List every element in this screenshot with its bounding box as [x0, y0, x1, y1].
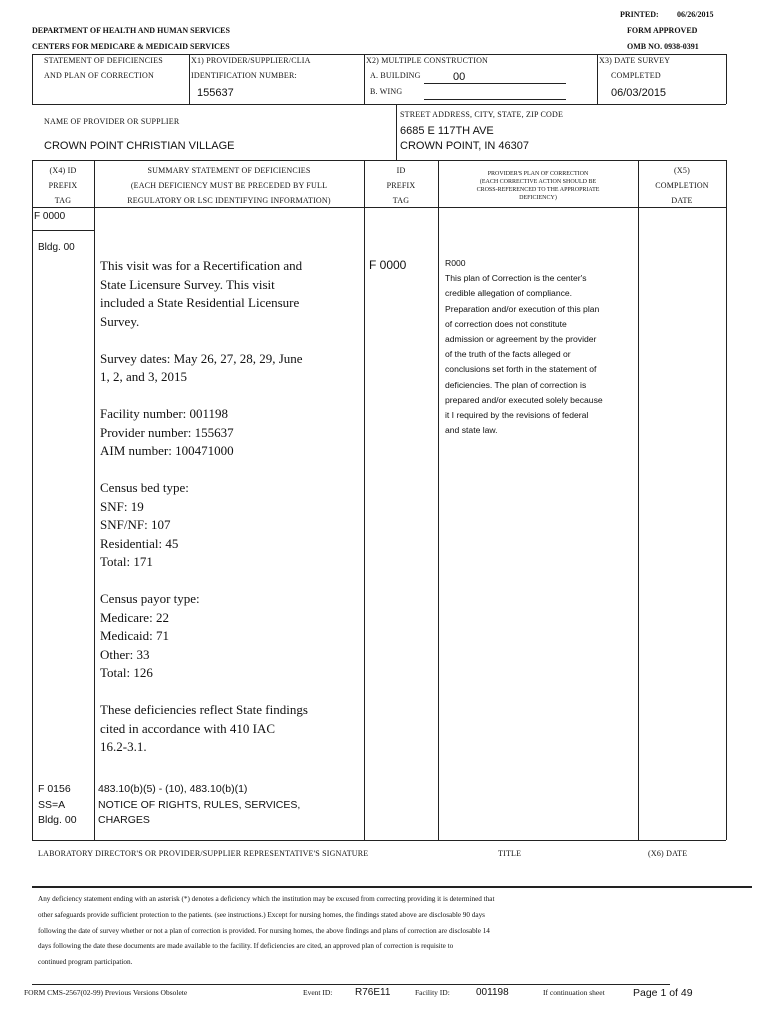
form-approved: FORM APPROVED: [627, 26, 698, 35]
facility-id-value: 001198: [476, 987, 509, 998]
plan-line: credible allegation of compliance.: [445, 288, 573, 299]
summary-line: [100, 387, 362, 406]
statement-label-2: AND PLAN OF CORRECTION: [44, 71, 154, 80]
plan-line: it I required by the revisions of federal: [445, 410, 589, 421]
summary-statement-f0156: [98, 782, 300, 829]
tag-line: SS=A: [38, 798, 66, 811]
summary-line: 483.10(b)(5) - (10), 483.10(b)(1): [98, 783, 248, 795]
plan-header: PROVIDER'S PLAN OF CORRECTION (EACH CORRECTIVE ACTION SHOULD BE CROSS-REFERENCED TO THE APPROPRIATE DEFICIENCY): [476, 171, 600, 201]
department-title: DEPARTMENT OF HEALTH AND HUMAN SERVICES: [32, 26, 230, 35]
id-header: ID PREFIX TAG: [386, 166, 416, 205]
summary-line: 16.2-3.1.: [100, 739, 147, 754]
signature-label: LABORATORY DIRECTOR'S OR PROVIDER/SUPPLIER REPRESENTATIVE'S SIGNATURE: [38, 849, 369, 858]
summary-line: Other: 33: [100, 646, 150, 662]
plan-line: and state law.: [445, 425, 498, 436]
summary-line: [100, 572, 362, 591]
x5-header: (X5) COMPLETION DATE: [655, 166, 709, 205]
plan-line: of the truth of the facts alleged or: [445, 349, 571, 360]
footnote-line: continued program participation.: [38, 958, 133, 967]
id-tag-f0000: F 0000: [369, 258, 407, 272]
address-line-2: CROWN POINT, IN 46307: [400, 140, 529, 152]
bldg-label: Bldg. 00: [38, 242, 75, 253]
title-label: TITLE: [498, 849, 522, 858]
event-id-label: Event ID:: [303, 988, 333, 997]
tag-line: Bldg. 00: [38, 814, 77, 826]
summary-line: [100, 683, 362, 702]
summary-line: AIM number: 100471000: [100, 443, 234, 458]
plan-of-correction-r000: [445, 256, 635, 438]
plan-line: deficiencies. The plan of correction is: [445, 379, 587, 390]
disclosure-footnote: [38, 892, 738, 971]
summary-line: SNF/NF: 107: [100, 517, 171, 532]
tag-f0000: F 0000: [34, 211, 66, 222]
summary-line: This visit was for a Recertification and: [100, 258, 303, 273]
summary-line: CHARGES: [98, 814, 150, 826]
summary-line: cited in accordance with 410 IAC: [100, 720, 276, 736]
summary-line: Total: 126: [100, 665, 153, 680]
printed-date: 06/26/2015: [677, 10, 714, 19]
tag-line: F 0156: [38, 783, 71, 795]
continuation-label: If continuation sheet: [543, 988, 605, 997]
summary-line: included a State Residential Licensure: [100, 295, 300, 310]
summary-line: Total: 171: [100, 554, 153, 569]
summary-line: Residential: 45: [100, 535, 179, 551]
summary-line: SNF: 19: [100, 498, 144, 514]
footnote-line: days following the date these documents are made available to the facility. If deficiencies are cited, an approved plan of correction is requisite to: [38, 942, 454, 951]
centers-title: CENTERS FOR MEDICARE & MEDICAID SERVICES: [32, 42, 230, 51]
plan-line: conclusions set forth in the statement of: [445, 364, 597, 375]
summary-line: Census payor type:: [100, 591, 200, 606]
printed-label: PRINTED:: [620, 10, 659, 19]
summary-line: Facility number: 001198: [100, 406, 229, 421]
summary-line: These deficiencies reflect State findings: [100, 702, 308, 717]
summary-line: 1, 2, and 3, 2015: [100, 369, 188, 384]
facility-id-label: Facility ID:: [415, 988, 450, 997]
plan-line: Preparation and/or execution of this plan: [445, 303, 600, 314]
plan-line: prepared and/or executed solely because: [445, 394, 603, 405]
statement-label-1: STATEMENT OF DEFICIENCIES: [44, 56, 163, 65]
building-label: A. BUILDING: [370, 71, 421, 80]
plan-line: of correction does not constitute: [445, 318, 567, 329]
wing-label: B. WING: [370, 87, 403, 96]
x4-header: (X4) ID PREFIX TAG: [48, 166, 78, 205]
address-label: STREET ADDRESS, CITY, STATE, ZIP CODE: [400, 110, 564, 119]
x1-label-1: X1) PROVIDER/SUPPLIER/CLIA: [191, 56, 311, 65]
event-id-value: R76E11: [355, 987, 391, 998]
summary-line: Census bed type:: [100, 480, 189, 495]
footnote-line: other safeguards provide sufficient protection to the patients. (see instructions.) Except for nursing homes, the findings stated above are disclosable 90 days: [38, 910, 485, 919]
provider-name-value: CROWN POINT CHRISTIAN VILLAGE: [44, 140, 235, 152]
x3-label-2: COMPLETED: [611, 71, 661, 80]
provider-id-value: 155637: [197, 87, 234, 99]
summary-line: [100, 461, 362, 480]
summary-line: Medicaid: 71: [100, 628, 169, 643]
building-value: 00: [453, 71, 466, 83]
x3-label-1: X3) DATE SURVEY: [599, 56, 671, 65]
page-number: Page 1 of 49: [633, 987, 693, 999]
footnote-line: Any deficiency statement ending with an asterisk (*) denotes a deficiency which the institution may be excused from correcting providing it is determined that: [38, 895, 495, 903]
survey-date-value: 06/03/2015: [611, 87, 667, 99]
plan-line: R000: [445, 258, 466, 268]
summary-header: SUMMARY STATEMENT OF DEFICIENCIES (EACH DEFICIENCY MUST BE PRECEDED BY FULL REGULATORY OR LSC IDENTIFYING INFORMATION): [127, 166, 331, 205]
provider-name-label: NAME OF PROVIDER OR SUPPLIER: [44, 117, 180, 126]
omb-number: OMB NO. 0938-0391: [627, 42, 699, 51]
summary-line: Medicare: 22: [100, 609, 169, 625]
plan-line: admission or agreement by the provider: [445, 334, 597, 345]
summary-line: Survey dates: May 26, 27, 28, 29, June: [100, 350, 303, 366]
summary-statement-f0000: [100, 257, 362, 757]
plan-line: This plan of Correction is the center's: [445, 273, 587, 284]
summary-line: NOTICE OF RIGHTS, RULES, SERVICES,: [98, 798, 301, 811]
summary-line: [100, 331, 362, 350]
tag-f0156: [38, 782, 77, 829]
summary-line: State Licensure Survey. This visit: [100, 276, 275, 292]
summary-line: Survey.: [100, 313, 140, 329]
summary-line: Provider number: 155637: [100, 424, 234, 440]
address-line-1: 6685 E 117TH AVE: [400, 125, 494, 137]
x2-label: X2) MULTIPLE CONSTRUCTION: [366, 56, 489, 65]
form-number: FORM CMS-2567(02-99) Previous Versions Obsolete: [24, 988, 188, 997]
footnote-line: following the date of survey whether or not a plan of correction is provided. For nursing homes, the above findings and plans of correction are disclosable 14: [38, 926, 490, 935]
x1-label-2: IDENTIFICATION NUMBER:: [191, 71, 297, 80]
date-label: (X6) DATE: [648, 849, 688, 858]
